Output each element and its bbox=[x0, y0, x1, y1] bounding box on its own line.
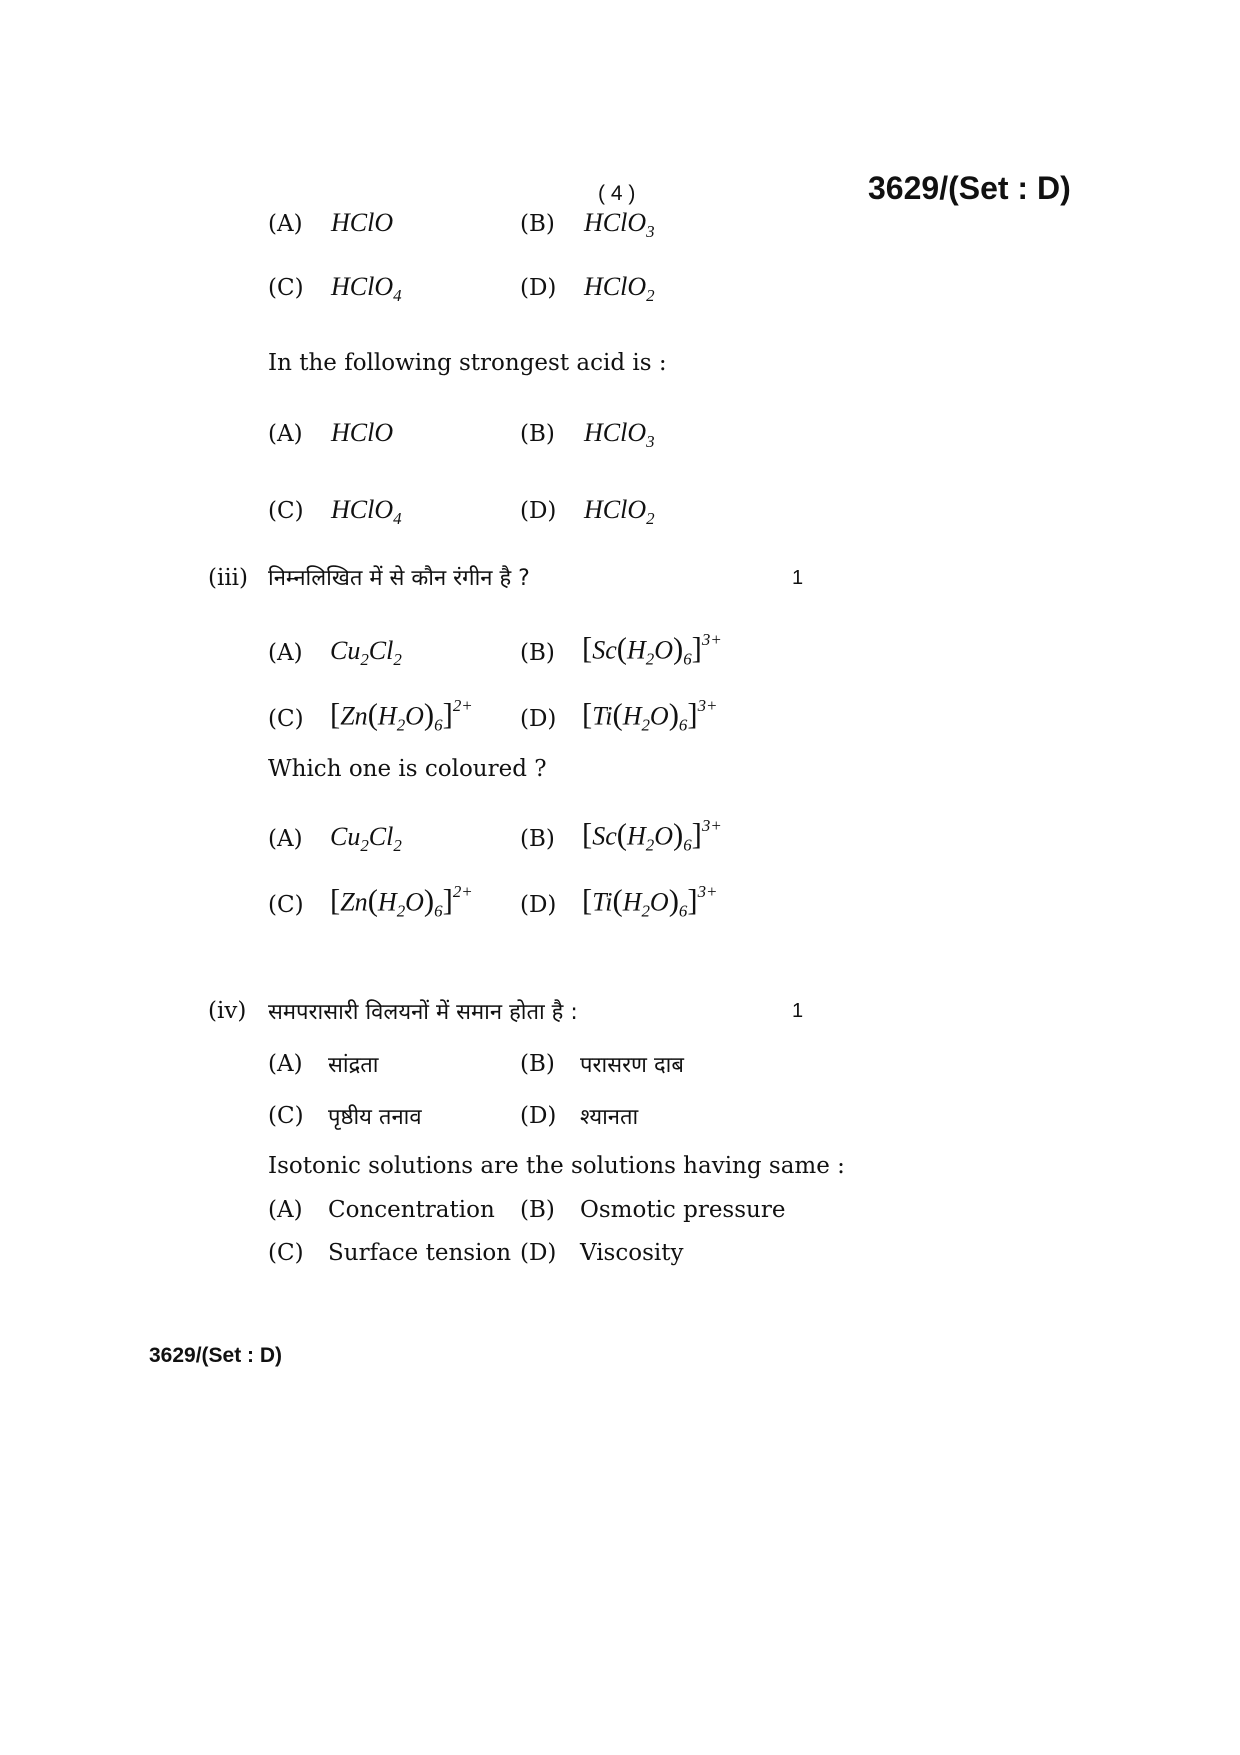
option-formula: $[Sc(H_2O)_6]^{3+}$ bbox=[582, 630, 722, 669]
option-formula: HClO$_4$ bbox=[331, 272, 402, 305]
option-text: पृष्ठीय तनाव bbox=[328, 1105, 422, 1130]
option-label: (D) bbox=[520, 498, 557, 524]
option-formula: $Cu_2Cl_2$ bbox=[330, 636, 402, 669]
option-formula: $Cu_2Cl_2$ bbox=[330, 822, 402, 855]
option-formula: $[Zn(H_2O)_6]^{2+}$ bbox=[330, 882, 473, 921]
option-text: Osmotic pressure bbox=[580, 1197, 786, 1223]
paper-code-header: 3629/(Set : D) bbox=[868, 170, 1071, 206]
option-label: (D) bbox=[520, 892, 557, 918]
option-formula: HClO$_4$ bbox=[331, 495, 402, 528]
option-formula: HClO$_3$ bbox=[584, 208, 655, 241]
option-formula: $[Ti(H_2O)_6]^{3+}$ bbox=[582, 696, 718, 735]
question-text-hindi: निम्नलिखित में से कौन रंगीन है ? bbox=[268, 566, 530, 591]
option-text: Concentration bbox=[328, 1197, 495, 1223]
option-formula: HClO$_2$ bbox=[584, 495, 655, 528]
option-text: परासरण दाब bbox=[580, 1053, 684, 1078]
option-formula: $[Sc(H_2O)_6]^{3+}$ bbox=[582, 816, 722, 855]
option-text: Surface tension bbox=[328, 1240, 512, 1266]
question-marks: 1 bbox=[792, 567, 804, 589]
option-label: (C) bbox=[268, 706, 304, 732]
option-formula: HClO bbox=[331, 418, 394, 447]
option-label: (B) bbox=[520, 211, 555, 237]
question-text: Isotonic solutions are the solutions having same : bbox=[268, 1153, 845, 1179]
option-label: (C) bbox=[268, 1103, 304, 1129]
option-label: (D) bbox=[520, 706, 557, 732]
option-label: (B) bbox=[520, 1051, 555, 1077]
option-formula: HClO bbox=[331, 208, 394, 237]
option-label: (C) bbox=[268, 1240, 304, 1266]
paper-code-footer: 3629/(Set : D) bbox=[149, 1344, 283, 1367]
option-formula: $[Ti(H_2O)_6]^{3+}$ bbox=[582, 882, 718, 921]
question-text: In the following strongest acid is : bbox=[268, 350, 667, 376]
option-label: (A) bbox=[268, 1197, 303, 1223]
option-label: (C) bbox=[268, 275, 304, 301]
option-label: (B) bbox=[520, 826, 555, 852]
option-label: (D) bbox=[520, 1103, 557, 1129]
option-formula: $[Zn(H_2O)_6]^{2+}$ bbox=[330, 696, 473, 735]
question-marks: 1 bbox=[792, 1000, 804, 1022]
option-formula: HClO$_2$ bbox=[584, 272, 655, 305]
page-number: ( 4 ) bbox=[598, 182, 636, 205]
option-label: (A) bbox=[268, 826, 303, 852]
option-label: (A) bbox=[268, 421, 303, 447]
option-label: (C) bbox=[268, 498, 304, 524]
question-text: Which one is coloured ? bbox=[268, 756, 547, 782]
option-label: (B) bbox=[520, 421, 555, 447]
option-label: (A) bbox=[268, 640, 303, 666]
option-label: (D) bbox=[520, 275, 557, 301]
option-label: (D) bbox=[520, 1240, 557, 1266]
option-label: (C) bbox=[268, 892, 304, 918]
option-text: सांद्रता bbox=[328, 1053, 379, 1078]
question-number: (iv) bbox=[208, 998, 247, 1024]
option-label: (B) bbox=[520, 640, 555, 666]
option-text: Viscosity bbox=[580, 1240, 684, 1266]
option-formula: HClO$_3$ bbox=[584, 418, 655, 451]
question-text-hindi: समपरासारी विलयनों में समान होता है : bbox=[268, 1000, 578, 1025]
option-text: श्यानता bbox=[580, 1105, 639, 1130]
option-label: (A) bbox=[268, 211, 303, 237]
option-label: (B) bbox=[520, 1197, 555, 1223]
option-label: (A) bbox=[268, 1051, 303, 1077]
question-number: (iii) bbox=[208, 565, 249, 591]
